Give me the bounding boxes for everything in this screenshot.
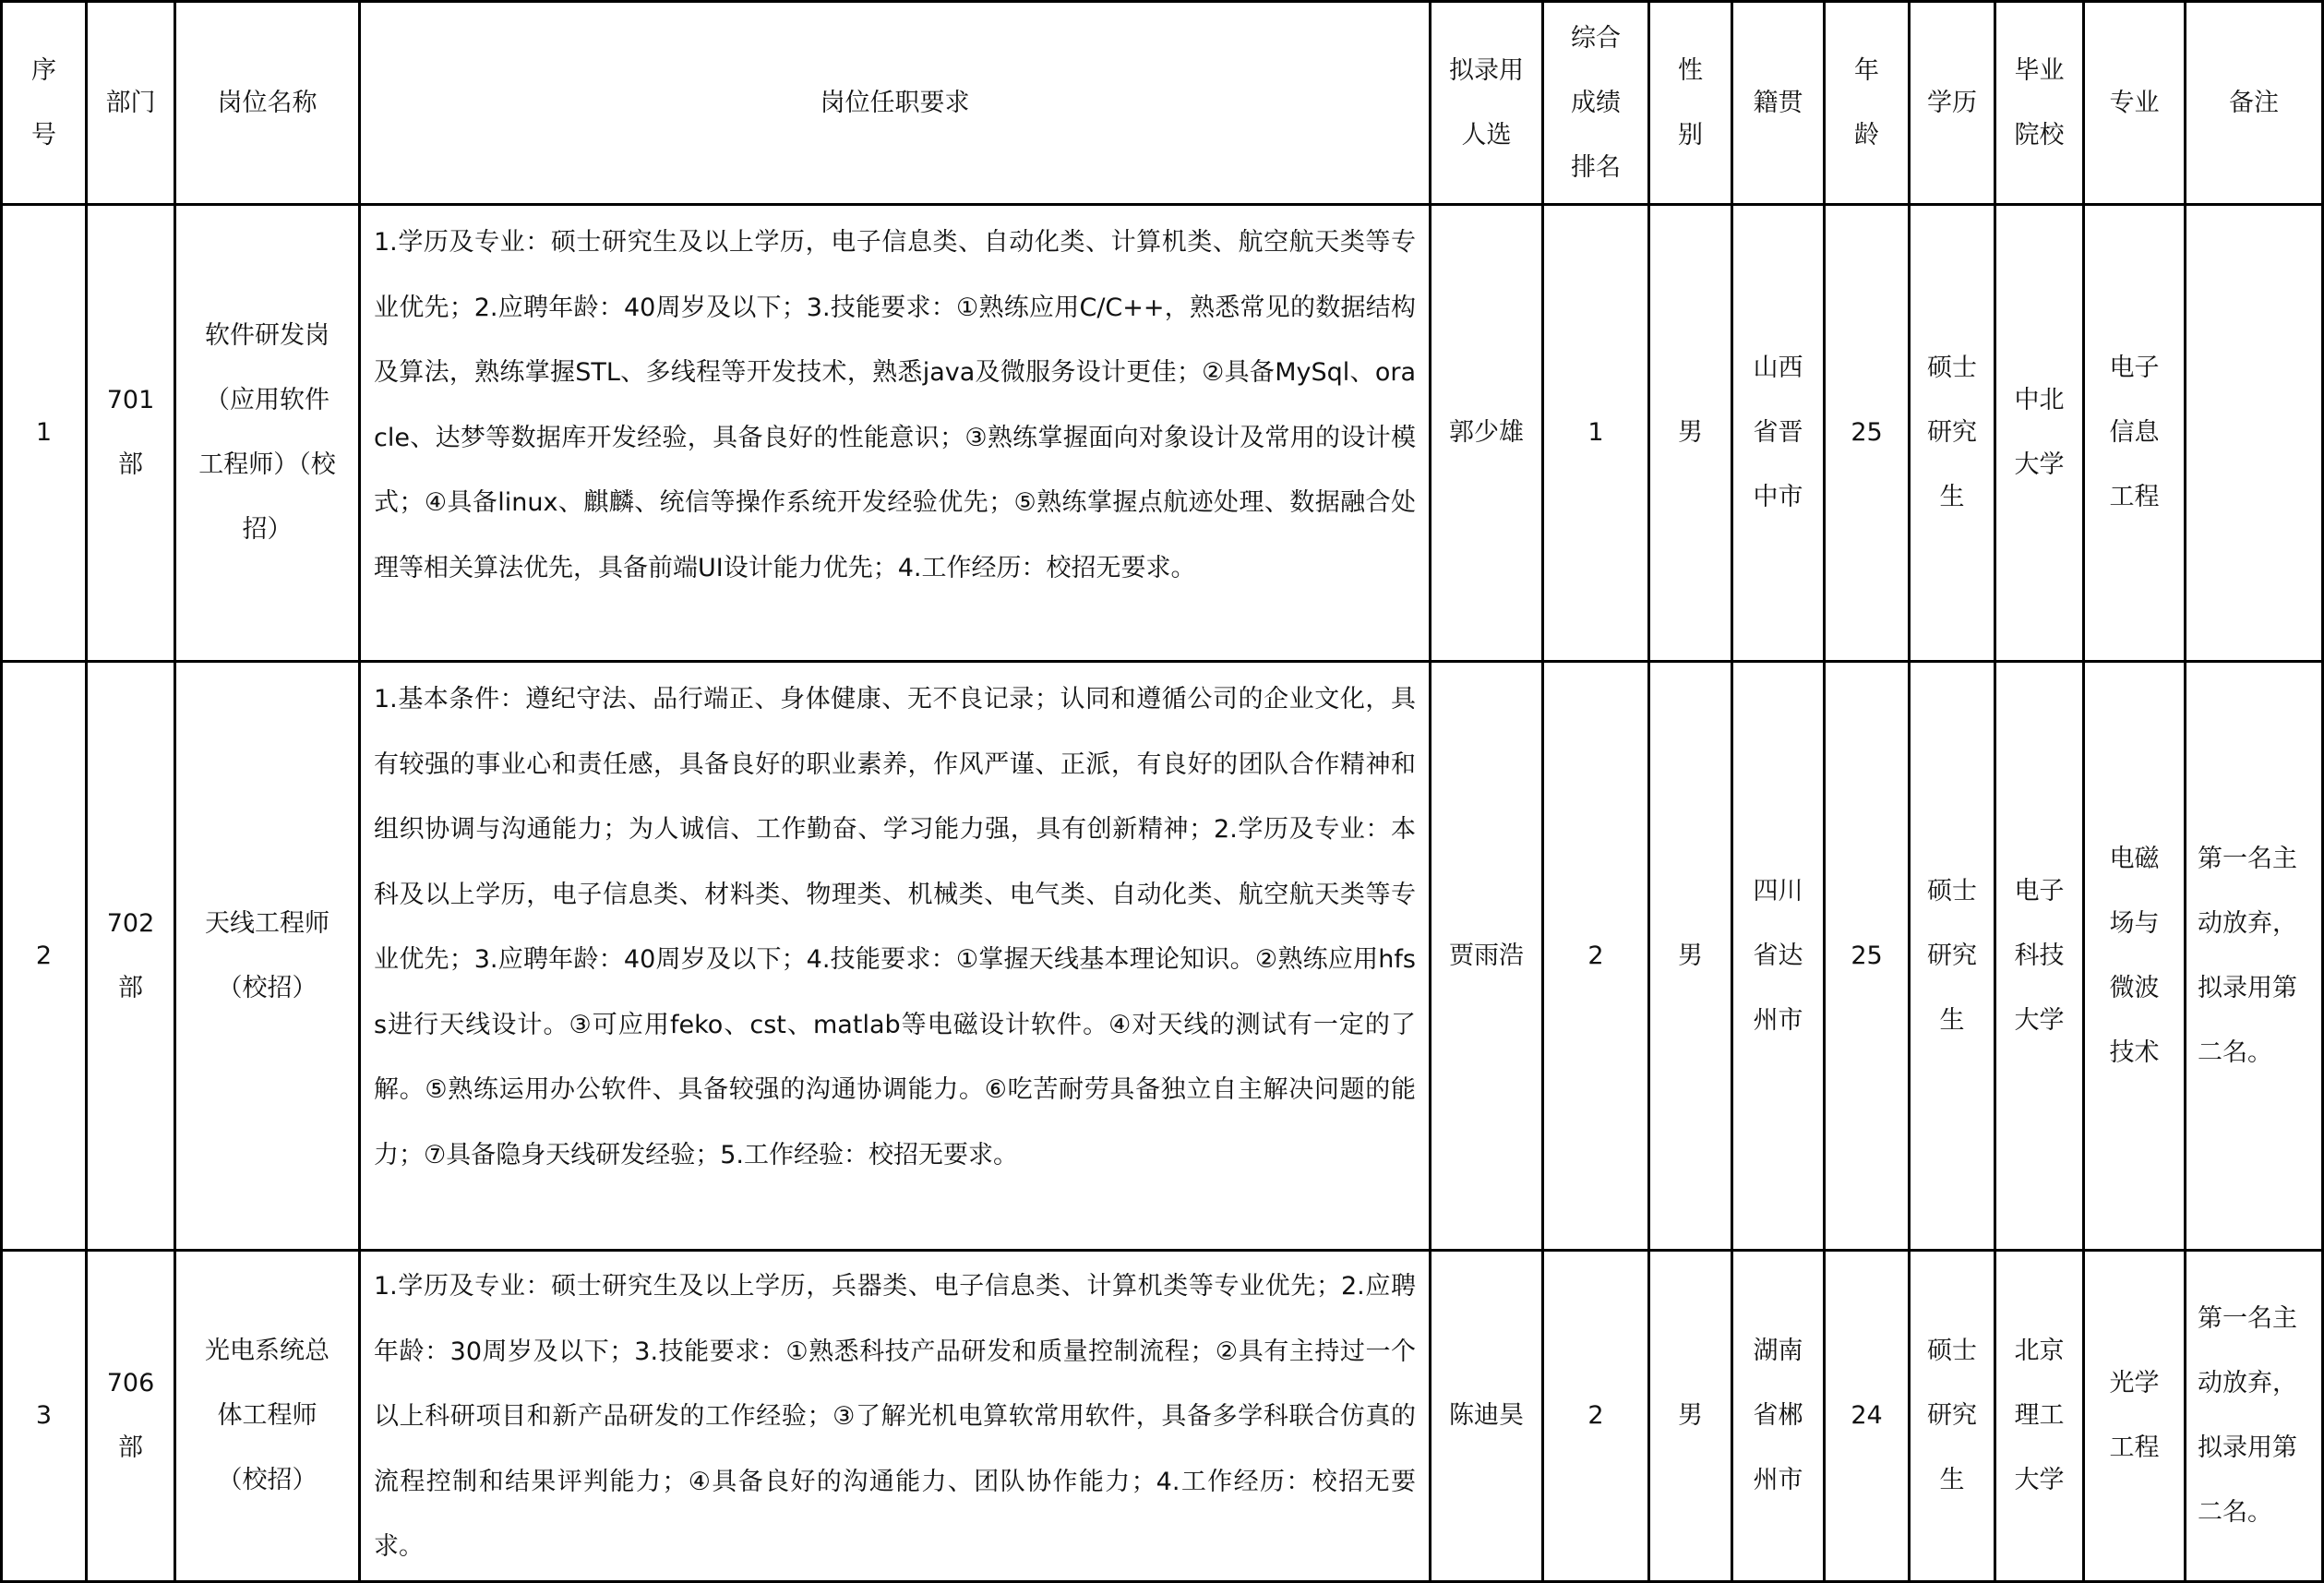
header-notes: 备注 xyxy=(2186,2,2323,205)
cell-gender: 男 xyxy=(1649,662,1732,1251)
cell-origin: 山西省晋中市 xyxy=(1732,205,1825,662)
cell-requirements: 1.学历及专业：硕士研究生及以上学历，兵器类、电子信息类、计算机类等专业优先；2.应聘年龄：30周岁及以下；3.技能要求：①熟悉科技产品研发和质量控制流程；②具有主持过一个以上科研项目和新产品研发的工作经验；③了解光机电算软常用软件，具备多学科联合仿真的流程控制和结果评判能力；④具备良好的沟通能力、团队协作能力；4.工作经历：校招无要求。 xyxy=(360,1251,1431,1582)
cell-age: 25 xyxy=(1825,205,1910,662)
table-row xyxy=(2,1251,2323,1582)
cell-rank: 1 xyxy=(1543,205,1649,662)
cell-major: 光学工程 xyxy=(2084,1251,2186,1582)
cell-rank: 2 xyxy=(1543,1251,1649,1582)
header-rank: 综合成绩排名 xyxy=(1543,2,1649,205)
cell-notes: 第一名主动放弃，拟录用第二名。 xyxy=(2186,662,2323,1251)
header-major: 专业 xyxy=(2084,2,2186,205)
header-requirements: 岗位任职要求 xyxy=(360,2,1431,205)
cell-notes: 第一名主动放弃，拟录用第二名。 xyxy=(2186,1251,2323,1582)
cell-seq: 3 xyxy=(2,1251,87,1582)
cell-gender: 男 xyxy=(1649,205,1732,662)
cell-school: 中北大学 xyxy=(1995,205,2084,662)
cell-age: 24 xyxy=(1825,1251,1910,1582)
cell-school: 电子科技大学 xyxy=(1995,662,2084,1251)
cell-origin: 湖南省郴州市 xyxy=(1732,1251,1825,1582)
cell-seq: 1 xyxy=(2,205,87,662)
cell-position: 软件研发岗（应用软件工程师）（校招） xyxy=(175,205,360,662)
cell-position: 光电系统总体工程师（校招） xyxy=(175,1251,360,1582)
cell-school: 北京理工大学 xyxy=(1995,1251,2084,1582)
cell-candidate: 贾雨浩 xyxy=(1431,662,1543,1251)
cell-education: 硕士研究生 xyxy=(1910,205,1995,662)
cell-requirements: 1.学历及专业：硕士研究生及以上学历，电子信息类、自动化类、计算机类、航空航天类等专业优先；2.应聘年龄：40周岁及以下；3.技能要求：①熟练应用C/C++，熟悉常见的数据结构及算法，熟练掌握STL、多线程等开发技术，熟悉java及微服务设计更佳；②具备MySql、oracle、达梦等数据库开发经验，具备良好的性能意识；③熟练掌握面向对象设计及常用的设计模式；④具备linux、麒麟、统信等操作系统开发经验优先；⑤熟练掌握点航迹处理、数据融合处理等相关算法优先，具备前端UI设计能力优先；4.工作经历：校招无要求。 xyxy=(360,205,1431,662)
cell-education: 硕士研究生 xyxy=(1910,1251,1995,1582)
cell-position: 天线工程师（校招） xyxy=(175,662,360,1251)
header-position: 岗位名称 xyxy=(175,2,360,205)
header-school: 毕业院校 xyxy=(1995,2,2084,205)
cell-age: 25 xyxy=(1825,662,1910,1251)
header-seq: 序号 xyxy=(2,2,87,205)
header-dept: 部门 xyxy=(87,2,175,205)
cell-major: 电磁场与微波技术 xyxy=(2084,662,2186,1251)
cell-gender: 男 xyxy=(1649,1251,1732,1582)
cell-dept: 706部 xyxy=(87,1251,175,1582)
cell-dept: 702部 xyxy=(87,662,175,1251)
cell-notes xyxy=(2186,205,2323,662)
cell-major: 电子信息工程 xyxy=(2084,205,2186,662)
cell-origin: 四川省达州市 xyxy=(1732,662,1825,1251)
cell-education: 硕士研究生 xyxy=(1910,662,1995,1251)
header-gender: 性别 xyxy=(1649,2,1732,205)
header-age: 年龄 xyxy=(1825,2,1910,205)
cell-candidate: 郭少雄 xyxy=(1431,205,1543,662)
header-row xyxy=(2,2,2323,205)
cell-rank: 2 xyxy=(1543,662,1649,1251)
cell-seq: 2 xyxy=(2,662,87,1251)
table-row xyxy=(2,205,2323,662)
cell-candidate: 陈迪昊 xyxy=(1431,1251,1543,1582)
header-origin: 籍贯 xyxy=(1732,2,1825,205)
header-candidate: 拟录用人选 xyxy=(1431,2,1543,205)
cell-dept: 701部 xyxy=(87,205,175,662)
cell-requirements: 1.基本条件：遵纪守法、品行端正、身体健康、无不良记录；认同和遵循公司的企业文化，具有较强的事业心和责任感，具备良好的职业素养，作风严谨、正派，有良好的团队合作精神和组织协调与沟通能力；为人诚信、工作勤奋、学习能力强，具有创新精神；2.学历及专业：本科及以上学历，电子信息类、材料类、物理类、机械类、电气类、自动化类、航空航天类等专业优先；3.应聘年龄：40周岁及以下；4.技能要求：①掌握天线基本理论知识。②熟练应用hfss进行天线设计。③可应用feko、cst、matlab等电磁设计软件。④对天线的测试有一定的了解。⑤熟练运用办公软件、具备较强的沟通协调能力。⑥吃苦耐劳具备独立自主解决问题的能力；⑦具备隐身天线研发经验；5.工作经验：校招无要求。 xyxy=(360,662,1431,1251)
header-education: 学历 xyxy=(1910,2,1995,205)
table-row xyxy=(2,662,2323,1251)
